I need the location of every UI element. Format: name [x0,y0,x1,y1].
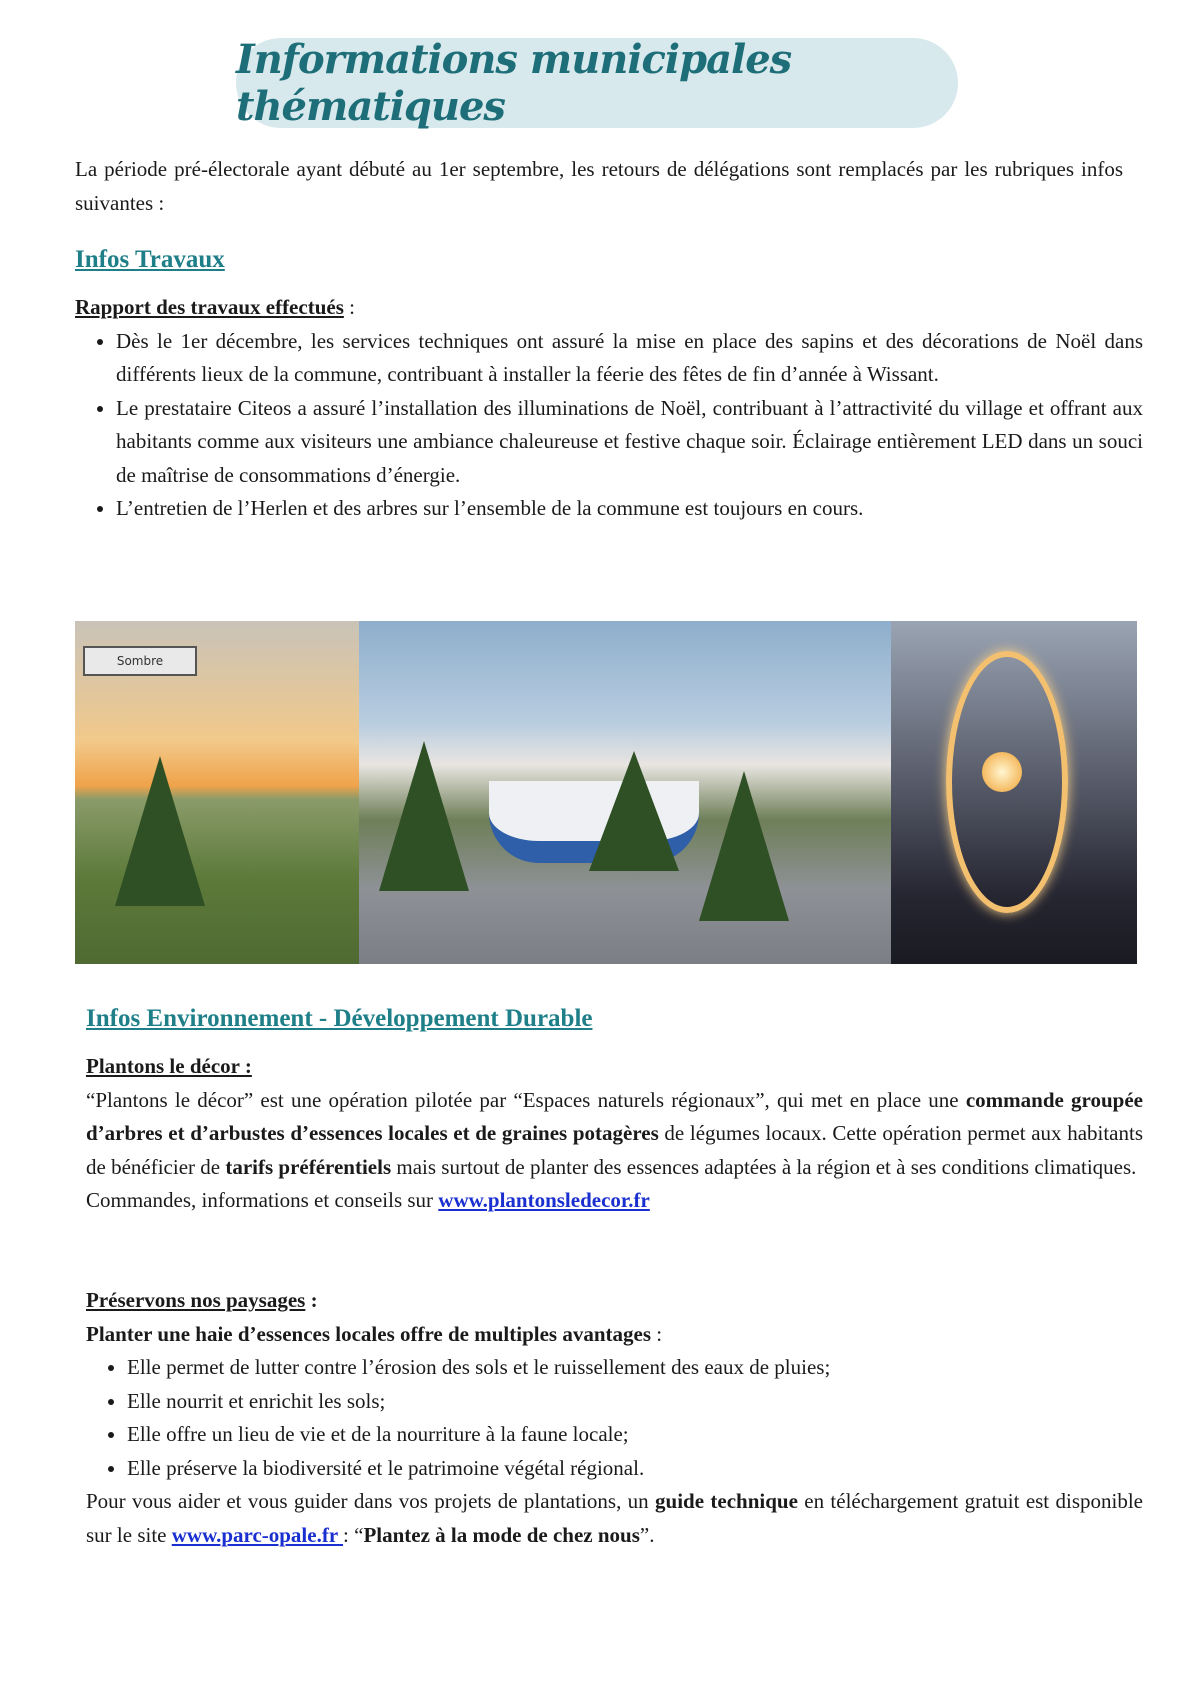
preservons-section [86,1284,1143,1552]
photo-led-illumination [891,621,1137,964]
text: Commandes, informations et conseils sur [86,1188,439,1212]
preservons-lead [86,1318,1143,1352]
text: ”. [639,1522,655,1547]
bold-text: commande groupée d’arbres et d’arbustes d’essences locales et de graines potagères [86,1087,1144,1145]
subheading-suffix: : [343,295,355,319]
title-banner [236,38,958,128]
section-heading-travaux: Infos Travaux [75,246,225,273]
parc-opale-link[interactable]: www.parc-opale.fr [171,1522,344,1547]
list-item: • Elle préserve la biodiversité et le patrimoine végétal régional. [127,1452,1143,1486]
text: : [651,1321,663,1346]
bold-text: Planter une haie d’essences locales offre de multiples avantages [86,1321,652,1346]
list-item: • Elle offre un lieu de vie et de la nourriture à la faune locale; [127,1418,1143,1452]
bold-text: guide technique [655,1489,798,1513]
list-item: • Dès le 1er décembre, les services techniques ont assuré la mise en place des sapins et des décorations de Noël dans différents lieux de la commune, contribuant à installer la féerie des fêtes de fin d’année à Wissant. [116,325,1143,392]
illumination-shape [946,651,1068,913]
travaux-subheading [75,291,1143,325]
travaux-section [75,291,1143,526]
preservons-list [86,1351,1143,1485]
list-item: • Elle nourrit et enrichit les sols; [127,1385,1143,1419]
plantons-section [86,1050,1143,1218]
list-item: • Le prestataire Citeos a assuré l’installation des illuminations de Noël, contribuant à l’attractivité du village et offrant aux habitants comme aux visiteurs une ambiance chaleureuse et festive chaque soir. Éclairage entièrement LED dans un souci de maîtrise de consommations d’énergie. [116,392,1143,493]
bold-text: tarifs préférentiels [225,1154,392,1179]
section-heading-environnement: Infos Environnement - Développement Durable [86,1005,593,1032]
text: “Plantons le décor” est une opération pilotée par “Espaces naturels régionaux”, qui met en place une [86,1087,966,1112]
plantons-subheading: Plantons le décor : [86,1054,252,1078]
intro-paragraph: La période pré-électorale ayant débuté au 1er septembre, les retours de délégations sont remplacés par les rubriques infos suivantes : [75,157,1123,215]
photo-boat-decoration [359,621,891,964]
tree-shape [379,741,469,891]
plantons-paragraph [86,1084,1143,1185]
plantonsledecor-link[interactable]: www.plantonsledecor.fr [438,1188,650,1212]
road-sign: Sombre [83,646,197,676]
photo-christmas-tree-sign [75,621,359,964]
subheading-text: Rapport des travaux effectués [75,295,344,319]
list-item: • Elle permet de lutter contre l’érosion des sols et le ruissellement des eaux de pluies; [127,1351,1143,1385]
subheading-text: Préservons nos paysages [86,1288,306,1312]
tree-shape [115,756,205,906]
plantons-link-line [86,1184,1143,1218]
preservons-subheading [86,1284,1143,1318]
tree-shape [589,751,679,871]
text: en téléchargement gratuit est disponible sur le site [86,1489,1143,1547]
subheading-suffix: : [305,1288,318,1312]
text: Pour vous aider et vous guider dans vos projets de plantations, un [86,1489,656,1513]
tree-shape [699,771,789,921]
photo-strip [75,621,1137,964]
text: de légumes locaux. Cette opération permet aux habitants de bénéficier de [86,1121,1144,1179]
travaux-list [75,325,1143,526]
guide-paragraph [86,1485,1143,1552]
page-title: Informations municipales thématiques [236,36,792,130]
text: mais surtout de planter des essences adaptées à la région et à ses conditions climatiques. [391,1154,1137,1179]
list-item: • L’entretien de l’Herlen et des arbres sur l’ensemble de la commune est toujours en cours. [116,492,1143,526]
text: : “ [343,1522,364,1547]
bold-text: Plantez à la mode de chez nous [363,1522,640,1547]
